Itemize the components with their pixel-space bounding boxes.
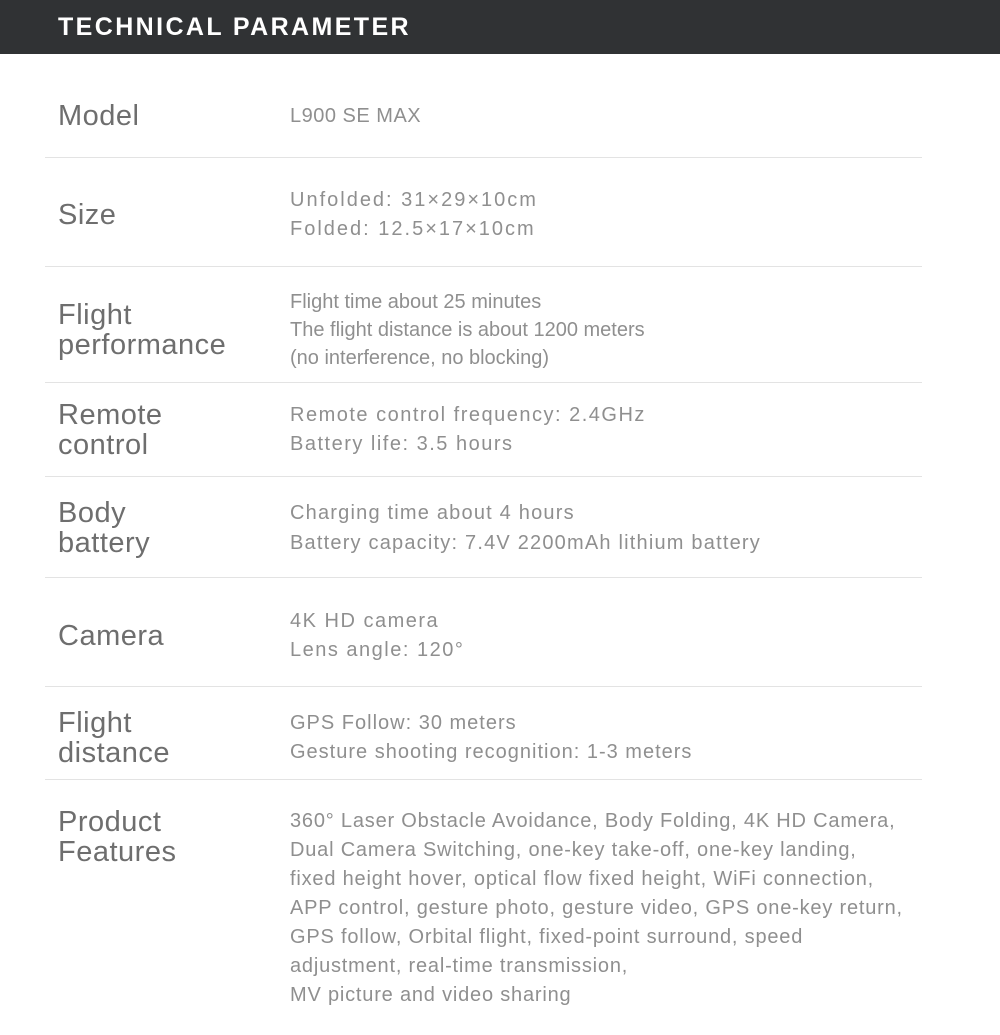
- spec-label-camera: [45, 621, 290, 651]
- spec-row-size: [45, 158, 975, 267]
- spec-label-remote-control: [45, 400, 290, 460]
- spec-value-size: [290, 186, 975, 244]
- section-header: [0, 0, 1000, 54]
- text-line: Flight: [58, 706, 132, 739]
- spec-value-model: [290, 102, 975, 131]
- text-line: Gesture shooting recognition: 1-3 meters: [290, 740, 693, 763]
- spec-label-flight-distance: [45, 708, 290, 768]
- spec-row-model: [45, 54, 975, 158]
- spec-value-camera: [290, 607, 975, 665]
- text-line: Charging time about 4 hours: [290, 501, 575, 524]
- text-line: Lens angle: 120°: [290, 638, 465, 661]
- text-line: Size: [58, 198, 117, 231]
- text-line: L900 SE MAX: [290, 104, 422, 127]
- spec-row-flight-distance: [45, 687, 975, 780]
- spec-row-camera: [45, 578, 975, 687]
- text-line: adjustment, real-time transmission,: [290, 955, 629, 977]
- text-line: The flight distance is about 1200 meters: [290, 319, 645, 341]
- section-title: TECHNICAL PARAMETER: [58, 12, 412, 41]
- text-line: fixed height hover, optical flow fixed height, WiFi connection,: [290, 868, 875, 890]
- spec-row-body-battery: [45, 477, 975, 578]
- spec-value-flight-distance: [290, 709, 975, 767]
- spec-value-flight-performance: [290, 288, 975, 372]
- text-line: Flight time about 25 minutes: [290, 291, 542, 313]
- text-line: Unfolded: 31×29×10cm: [290, 188, 538, 211]
- text-line: Features: [58, 836, 177, 868]
- text-line: GPS follow, Orbital flight, fixed-point surround, speed: [290, 926, 804, 948]
- spec-table: [0, 54, 1000, 1035]
- spec-label-flight-performance: [45, 300, 290, 360]
- text-line: MV picture and video sharing: [290, 984, 572, 1006]
- spec-row-product-features: [45, 780, 975, 1035]
- spec-row-remote-control: [45, 383, 975, 477]
- text-line: performance: [58, 329, 227, 361]
- text-line: distance: [58, 736, 171, 769]
- text-line: Product: [58, 806, 162, 838]
- text-line: Dual Camera Switching, one-key take-off, one-key landing,: [290, 839, 857, 861]
- text-line: Folded: 12.5×17×10cm: [290, 217, 536, 240]
- spec-label-size: [45, 200, 290, 230]
- text-line: Body: [58, 496, 127, 529]
- spec-label-product-features: [45, 807, 290, 867]
- text-line: Battery capacity: 7.4V 2200mAh lithium battery: [290, 531, 761, 554]
- spec-label-model: [45, 101, 290, 131]
- text-line: Remote control frequency: 2.4GHz: [290, 404, 646, 426]
- text-line: 360° Laser Obstacle Avoidance, Body Folding, 4K HD Camera,: [290, 810, 896, 832]
- text-line: control: [58, 429, 149, 461]
- spec-value-remote-control: [290, 401, 975, 459]
- text-line: (no interference, no blocking): [290, 347, 550, 369]
- text-line: Flight: [58, 299, 132, 331]
- text-line: Remote: [58, 399, 163, 431]
- spec-label-body-battery: [45, 498, 290, 558]
- text-line: battery: [58, 526, 151, 559]
- text-line: APP control, gesture photo, gesture video, GPS one-key return,: [290, 897, 903, 919]
- spec-value-product-features: [290, 807, 975, 1010]
- spec-row-flight-performance: [45, 267, 975, 383]
- spec-value-body-battery: [290, 498, 975, 558]
- text-line: Model: [58, 100, 140, 132]
- text-line: 4K HD camera: [290, 609, 440, 632]
- text-line: GPS Follow: 30 meters: [290, 711, 517, 734]
- text-line: Battery life: 3.5 hours: [290, 433, 514, 455]
- text-line: Camera: [58, 619, 165, 652]
